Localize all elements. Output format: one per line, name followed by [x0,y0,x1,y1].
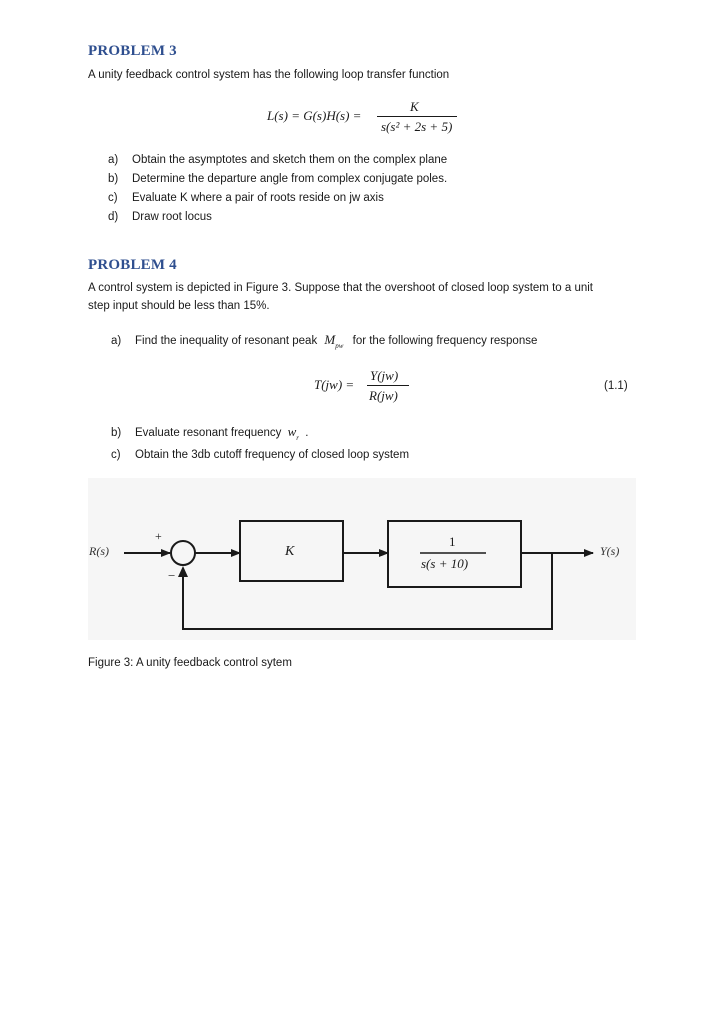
plant-block [388,521,521,587]
fraction-bar [377,116,457,117]
loop-transfer-equation [263,98,473,138]
list-item-label: d) [108,211,119,223]
output-label: Y(s) [600,544,620,558]
plus-sign: + [155,529,162,543]
list-item [108,170,447,188]
list-item-text: Evaluate resonant frequency [135,427,282,439]
equation-lhs: T(jw) = [314,377,355,392]
equation-numerator: K [410,99,419,114]
controller-label: K [285,544,295,559]
list-item-label: c) [111,449,121,461]
list-item-text-after: for the following frequency response [352,335,538,347]
resonant-frequency-subscript: r [296,434,300,442]
list-item-label: b) [111,427,122,439]
list-item-text-after: . [305,427,309,439]
list-item-text: Obtain the 3db cutoff frequency of closed loop system [135,449,410,461]
list-item-text: Evaluate K where a pair of roots reside on jw axis [132,192,384,204]
equation-denominator: s(s² + 2s + 5) [381,119,453,134]
list-item [108,151,447,169]
figure-caption: Figure 3: A unity feedback control sytem [88,657,292,669]
problem-4-intro-line-1: A control system is depicted in Figure 3. Suppose that the overshoot of closed loop system to a unit [88,282,594,294]
input-label: R(s) [89,544,109,558]
list-item [111,331,537,351]
plant-numerator: 1 [449,534,456,549]
fraction-bar [367,385,409,386]
list-item [108,208,212,226]
resonant-frequency-symbol: w [287,424,297,439]
equation-number: (1.1) [604,380,628,392]
list-item-text: Draw root locus [132,211,212,223]
problem-4-intro-line-2: step input should be less than 15%. [88,300,270,312]
list-item-label: c) [108,192,118,204]
list-item [111,446,409,464]
frequency-response-equation [314,368,424,408]
problem-3-intro: A unity feedback control system has the following loop transfer function [88,69,450,81]
list-item-label: a) [108,154,119,166]
list-item-text: Determine the departure angle from complex conjugate poles. [132,173,448,185]
equation-numerator: Y(jw) [370,368,399,383]
feedback-arrowhead [178,566,188,577]
resonant-peak-symbol: M [324,332,336,347]
list-item [111,423,308,443]
block-diagram-figure [88,478,636,640]
list-item-label: a) [111,335,122,347]
list-item-text: Obtain the asymptotes and sketch them on the complex plane [132,154,448,166]
list-item-text: Find the inequality of resonant peak [135,335,318,347]
minus-sign: − [168,568,176,583]
equation-denominator: R(jw) [369,388,398,403]
problem-3-heading: PROBLEM 3 [88,43,177,59]
list-item-label: b) [108,173,119,185]
problem-4-heading: PROBLEM 4 [88,257,177,273]
plant-denominator: s(s + 10) [421,556,469,571]
resonant-peak-subscript: pw [335,342,344,350]
block-diagram-svg [88,478,636,640]
summing-junction [171,541,195,565]
list-item [108,189,384,207]
equation-lhs: L(s) = G(s)H(s) = [267,108,362,123]
